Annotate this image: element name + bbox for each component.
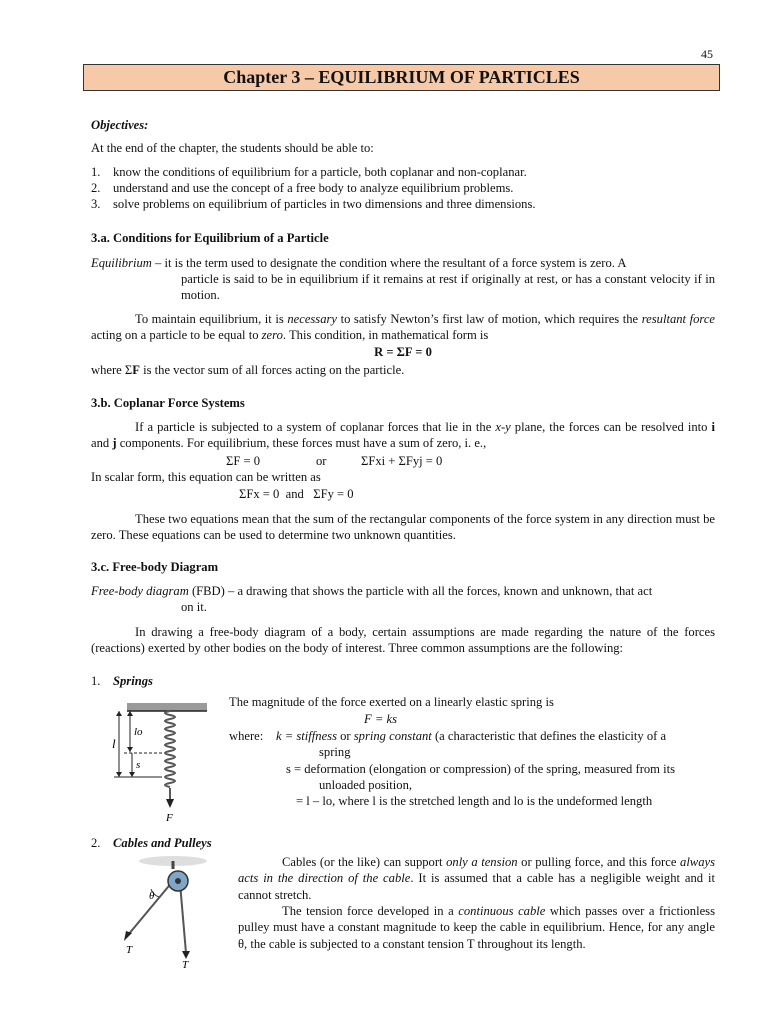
list-number: 3. — [91, 197, 101, 211]
label-T-left: T — [126, 944, 133, 956]
text-zero: zero — [261, 328, 283, 343]
two-equations-paragraph: These two equations mean that the sum of the rectangular components of the force system in any direction must be zero. These equations can be used to determine two unknown quantities. — [91, 512, 715, 543]
objectives-title: Objectives: — [91, 118, 149, 132]
list-text: understand and use the concept of a free body to analyze equilibrium problems. — [113, 181, 514, 195]
k-definition-line — [276, 728, 716, 744]
list-number: 1. — [91, 165, 101, 179]
text: components. For equilibrium, these forces must have a sum of zero, i. e., — [116, 436, 487, 451]
text: (a characteristic that defines the elasticity of a — [431, 729, 667, 743]
assumptions-paragraph: In drawing a free-body diagram of a body, certain assumptions are made regarding the nature of the forces (reactions) exerted by other bodies on the body of interest. Three common assumptions are the following: — [91, 625, 715, 656]
text: Cables (or the like) can support — [282, 855, 447, 869]
spring-formula: F = ks — [364, 712, 397, 726]
fbd-definition-first — [91, 583, 715, 599]
ceiling-hatch — [127, 703, 207, 711]
list-number: 2. — [91, 836, 101, 850]
definition-text: (FBD) – a drawing that shows the particle with all the forces, known and unknown, that act — [188, 584, 653, 598]
objective-item-2 — [91, 180, 715, 196]
cable-tension-paragraph — [238, 854, 715, 903]
s-definition-length: = l – lo, where l is the stretched length and lo is the undeformed length — [296, 794, 653, 808]
definition-text: – it is the term used to designate the condition where the resultant of a force system is zero. A — [151, 256, 627, 270]
text: k = — [276, 729, 297, 743]
text-necessary: necessary — [287, 312, 337, 326]
text-always-acts: always acts in the direction of the cable — [238, 855, 715, 886]
list-number: 2. — [91, 181, 101, 195]
springs-title: Springs — [113, 674, 153, 688]
text-only-tension: only a tension — [446, 855, 518, 869]
s-definition-cont: unloaded position, — [319, 778, 413, 792]
list-number: 1. — [91, 674, 101, 688]
text: If a particle is subjected to a system of coplanar forces that lie in the — [135, 420, 496, 434]
equilibrium-definition-first — [91, 255, 715, 271]
text-stiffness: stiffness — [296, 729, 337, 743]
label-T-right: T — [182, 959, 189, 970]
chapter-title: Chapter 3 – EQUILIBRIUM OF PARTICLES — [83, 64, 720, 91]
equation-or: or — [316, 454, 327, 468]
equilibrium-definition-rest: particle is said to be in equilibrium if it remains at rest if originally at rest, or has a constant velocity if in motion. — [181, 272, 715, 303]
objectives-intro: At the end of the chapter, the students should be able to: — [91, 141, 374, 155]
cable-right — [180, 883, 186, 953]
text-bold-j: j — [112, 436, 117, 451]
fbd-definition-rest: on it. — [181, 600, 207, 614]
cables-title: Cables and Pulleys — [113, 836, 212, 850]
term-free-body-diagram: Free-body diagram — [91, 584, 189, 598]
scalar-intro: In scalar form, this equation can be written as — [91, 470, 321, 484]
where-sum-line — [91, 362, 715, 378]
text: or pulling force, and this force — [517, 855, 677, 869]
label-s: s — [136, 759, 141, 771]
text: to satisfy Newton’s first law of motion, which requires the — [337, 312, 639, 326]
label-F: F — [166, 812, 173, 824]
cables-heading — [91, 835, 212, 851]
equation-resultant: R = ΣF = 0 — [374, 345, 432, 359]
text: acting on a particle to be equal to — [91, 328, 262, 343]
text: . This condition, in mathematical form is — [282, 328, 489, 343]
term-equilibrium: Equilibrium — [91, 256, 152, 270]
springs-heading — [91, 673, 153, 689]
spring-magnitude-line: The magnitude of the force exerted on a linearly elastic spring is — [229, 695, 554, 709]
newton-paragraph — [91, 311, 715, 344]
text-continuous-cable: continuous cable — [458, 904, 546, 918]
spring-where: where: — [229, 729, 264, 743]
label-theta: θ — [149, 890, 155, 902]
equation-sum-zero: ΣF = 0 — [226, 454, 261, 468]
spring-coil — [165, 711, 175, 787]
equation-components: ΣFxi + ΣFyj = 0 — [361, 454, 443, 468]
page-number: 45 — [701, 47, 713, 61]
spring-figure — [112, 700, 212, 825]
equation-scalar: ΣFx = 0 and ΣFy = 0 — [239, 487, 354, 501]
text: The tension force developed in a — [282, 904, 459, 918]
coplanar-paragraph — [91, 419, 715, 452]
objective-item-1 — [91, 164, 715, 180]
text-resultant-force: resultant force — [641, 312, 716, 326]
text: or — [336, 729, 354, 743]
text: is the vector sum of all forces acting on the particle. — [139, 363, 405, 377]
text: plane, the forces can be resolved into — [510, 420, 712, 434]
list-text: know the conditions of equilibrium for a particle, both coplanar and non-coplanar. — [113, 165, 527, 179]
text: where Σ — [91, 363, 133, 377]
label-l: l — [112, 736, 116, 751]
text-spring-constant: spring constant — [353, 729, 432, 743]
text-bold-F: F — [132, 363, 140, 377]
objective-item-3 — [91, 196, 715, 212]
text: . It is assumed that a cable has a negligible weight and it cannot stretch. — [238, 871, 715, 902]
text: To maintain equilibrium, it is — [135, 312, 284, 326]
s-definition-line: s = deformation (elongation or compression) of the spring, measured from its — [286, 762, 676, 776]
text: which passes over a frictionless pulley must have a constant magnitude to keep the cable in equilibrium. Hence, for any angle θ, the cable is subjected to a constant tension T throughout its length. — [238, 904, 715, 951]
tension-arrow-right — [182, 951, 190, 959]
section-heading-3a: 3.a. Conditions for Equilibrium of a Particle — [91, 231, 329, 245]
text-xy: x-y — [495, 420, 511, 434]
k-definition-cont: spring — [319, 745, 351, 759]
text-bold-i: i — [711, 420, 715, 434]
section-heading-3c: 3.c. Free-body Diagram — [91, 560, 219, 574]
continuous-cable-paragraph — [238, 903, 715, 952]
force-arrowhead — [166, 799, 174, 808]
list-text: solve problems on equilibrium of particles in two dimensions and three dimensions. — [113, 197, 536, 211]
label-lo: lo — [134, 726, 143, 738]
section-heading-3b: 3.b. Coplanar Force Systems — [91, 396, 245, 410]
text: and — [91, 436, 113, 451]
pulley-figure — [118, 855, 228, 970]
